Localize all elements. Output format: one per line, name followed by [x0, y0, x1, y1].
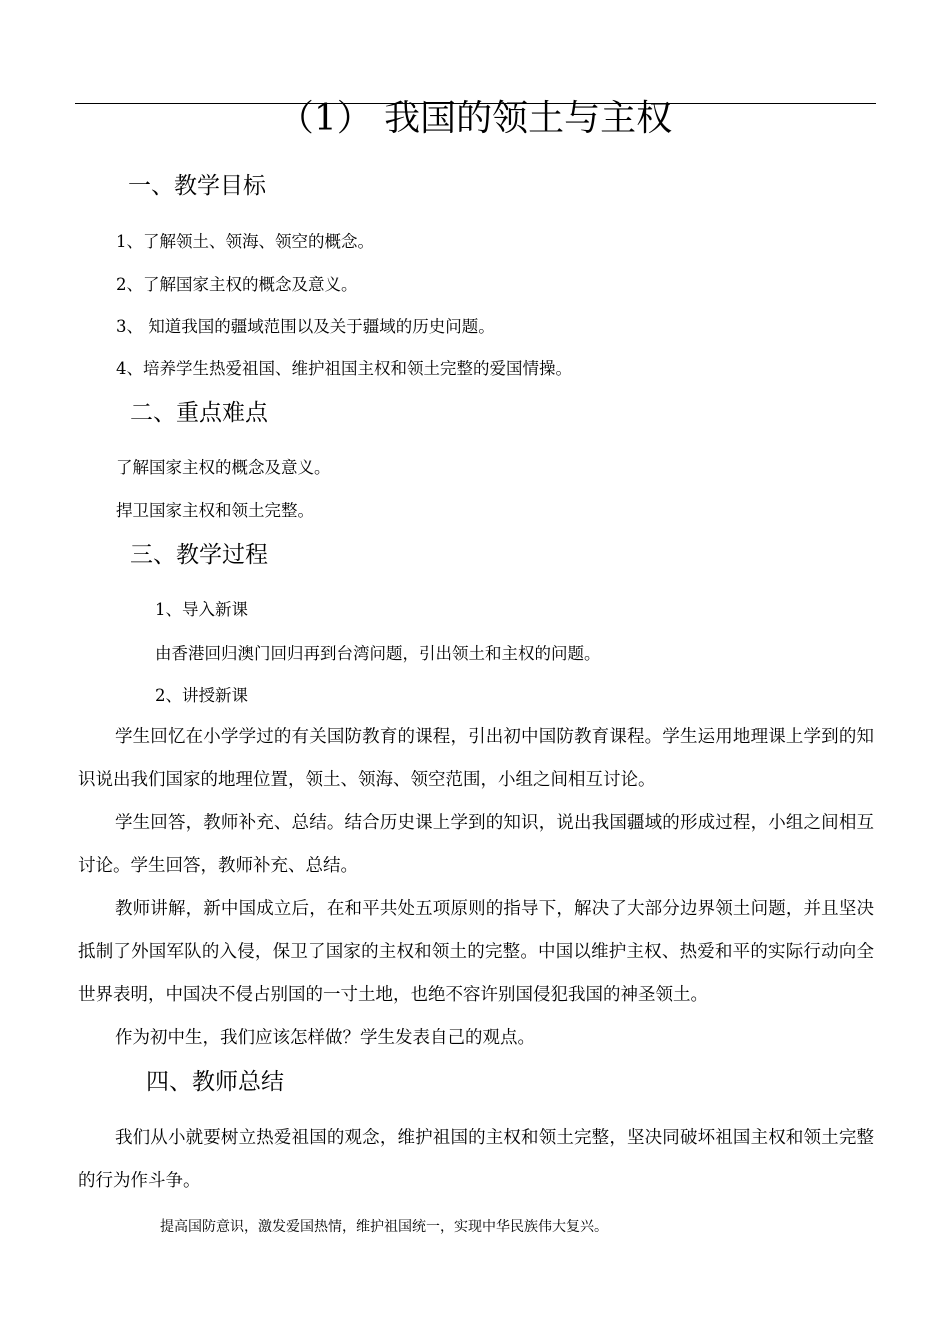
body-paragraph: 作为初中生，我们应该怎样做？学生发表自己的观点。	[115, 1028, 535, 1048]
objective-item: 1、了解领土、领海、领空的概念。	[116, 232, 374, 251]
closing-note: 提高国防意识，激发爱国热情，维护祖国统一，实现中华民族伟大复兴。	[160, 1219, 608, 1235]
step-label: 1、导入新课	[155, 600, 248, 619]
section-heading-summary: 四、教师总结	[146, 1069, 284, 1095]
summary-paragraph: 我们从小就要树立热爱祖国的观念，维护祖国的主权和领土完整，坚决同破坏祖国主权和领土完整的行为作斗争。	[78, 1128, 874, 1191]
body-paragraph: 学生回答，教师补充、总结。结合历史课上学到的知识，说出我国疆域的形成过程，小组之间相互讨论。学生回答，教师补充、总结。	[78, 813, 874, 876]
body-paragraph: 教师讲解，新中国成立后，在和平共处五项原则的指导下，解决了大部分边界领土问题，并且坚决抵制了外国军队的入侵，保卫了国家的主权和领土的完整。中国以维护主权、热爱和平的实际行动向全世界表明，中国决不侵占别国的一寸土地，也绝不容许别国侵犯我国的神圣领土。	[78, 899, 874, 1005]
page-title: （1） 我国的领土与主权	[277, 98, 673, 139]
body-paragraph: 学生回忆在小学学过的有关国防教育的课程，引出初中国防教育课程。学生运用地理课上学到的知识说出我们国家的地理位置，领土、领海、领空范围，小组之间相互讨论。	[78, 727, 874, 790]
objective-item: 4、培养学生热爱祖国、维护祖国主权和领土完整的爱国情操。	[116, 359, 572, 378]
step-label: 2、讲授新课	[155, 686, 248, 705]
objective-item: 2、了解国家主权的概念及意义。	[116, 275, 358, 294]
key-point-item: 了解国家主权的概念及意义。	[116, 458, 331, 477]
section-heading-key-points: 二、重点难点	[130, 400, 268, 426]
key-point-item: 捍卫国家主权和领土完整。	[116, 501, 314, 520]
section-heading-objectives: 一、教学目标	[128, 173, 266, 199]
step-text: 由香港回归澳门回归再到台湾问题，引出领土和主权的问题。	[155, 644, 601, 663]
objective-item: 3、 知道我国的疆域范围以及关于疆域的历史问题。	[116, 317, 495, 336]
section-heading-process: 三、教学过程	[130, 542, 268, 568]
